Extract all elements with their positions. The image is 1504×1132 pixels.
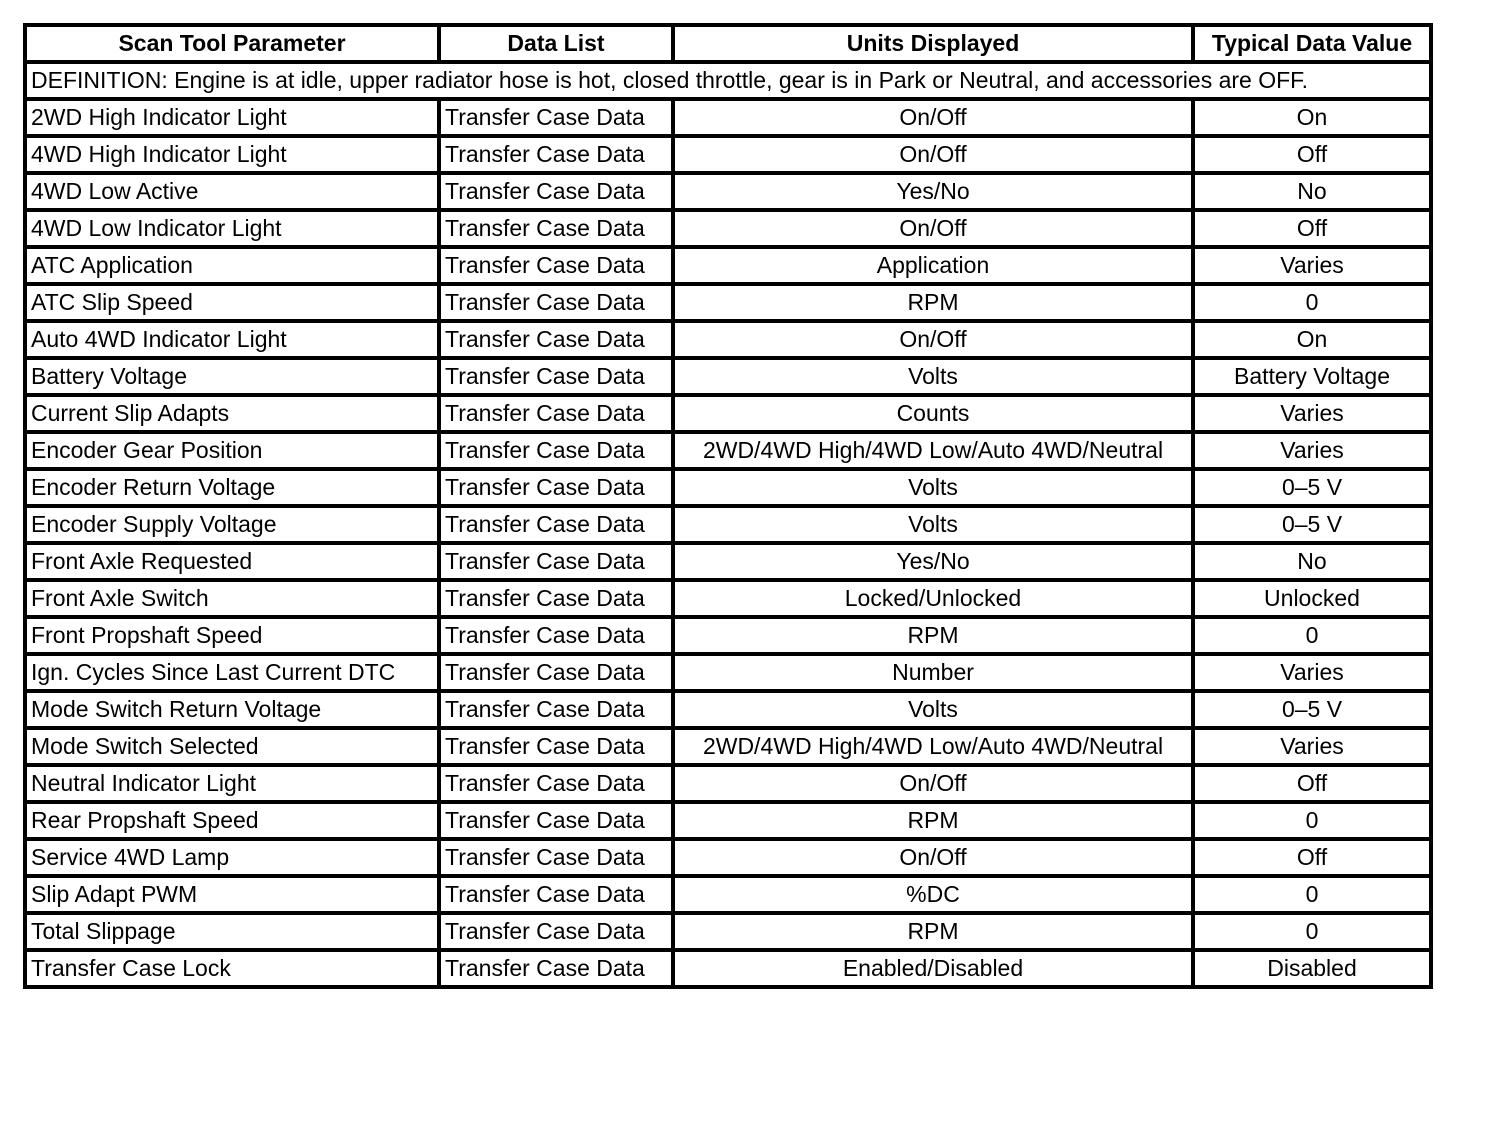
cell-data-list: Transfer Case Data [439, 173, 673, 210]
cell-data-list: Transfer Case Data [439, 765, 673, 802]
cell-units: On/Off [673, 99, 1193, 136]
cell-typical-value: 0 [1193, 284, 1431, 321]
cell-data-list: Transfer Case Data [439, 395, 673, 432]
table-row [25, 765, 1431, 802]
cell-units: Number [673, 654, 1193, 691]
header-units-displayed: Units Displayed [673, 25, 1193, 62]
cell-parameter: Rear Propshaft Speed [25, 802, 439, 839]
cell-units: Volts [673, 691, 1193, 728]
cell-units: 2WD/4WD High/4WD Low/Auto 4WD/Neutral [673, 728, 1193, 765]
cell-typical-value: 0–5 V [1193, 691, 1431, 728]
table-row [25, 543, 1431, 580]
cell-data-list: Transfer Case Data [439, 284, 673, 321]
scan-tool-data-table [23, 23, 1433, 989]
cell-data-list: Transfer Case Data [439, 876, 673, 913]
cell-typical-value: Off [1193, 136, 1431, 173]
cell-typical-value: Unlocked [1193, 580, 1431, 617]
cell-units: Counts [673, 395, 1193, 432]
cell-units: Locked/Unlocked [673, 580, 1193, 617]
cell-typical-value: On [1193, 99, 1431, 136]
table-row [25, 432, 1431, 469]
cell-parameter: Mode Switch Return Voltage [25, 691, 439, 728]
cell-parameter: Slip Adapt PWM [25, 876, 439, 913]
cell-parameter: 4WD Low Active [25, 173, 439, 210]
table-row [25, 247, 1431, 284]
cell-typical-value: Disabled [1193, 950, 1431, 987]
cell-parameter: Battery Voltage [25, 358, 439, 395]
table-row [25, 506, 1431, 543]
cell-data-list: Transfer Case Data [439, 469, 673, 506]
cell-data-list: Transfer Case Data [439, 580, 673, 617]
cell-typical-value: Battery Voltage [1193, 358, 1431, 395]
table-row [25, 469, 1431, 506]
cell-units: RPM [673, 617, 1193, 654]
table-row [25, 876, 1431, 913]
cell-data-list: Transfer Case Data [439, 506, 673, 543]
cell-units: On/Off [673, 765, 1193, 802]
cell-data-list: Transfer Case Data [439, 136, 673, 173]
table-row [25, 321, 1431, 358]
table-row [25, 580, 1431, 617]
cell-data-list: Transfer Case Data [439, 617, 673, 654]
cell-data-list: Transfer Case Data [439, 432, 673, 469]
table-row [25, 173, 1431, 210]
cell-parameter: Encoder Return Voltage [25, 469, 439, 506]
table-row [25, 284, 1431, 321]
cell-parameter: Front Axle Switch [25, 580, 439, 617]
header-typical-data-value: Typical Data Value [1193, 25, 1431, 62]
cell-typical-value: Varies [1193, 432, 1431, 469]
cell-parameter: ATC Application [25, 247, 439, 284]
cell-parameter: Total Slippage [25, 913, 439, 950]
table-row [25, 728, 1431, 765]
cell-parameter: Encoder Supply Voltage [25, 506, 439, 543]
cell-data-list: Transfer Case Data [439, 839, 673, 876]
cell-typical-value: 0–5 V [1193, 469, 1431, 506]
cell-parameter: Front Propshaft Speed [25, 617, 439, 654]
cell-parameter: Service 4WD Lamp [25, 839, 439, 876]
cell-data-list: Transfer Case Data [439, 654, 673, 691]
cell-typical-value: 0 [1193, 617, 1431, 654]
cell-typical-value: On [1193, 321, 1431, 358]
cell-parameter: ATC Slip Speed [25, 284, 439, 321]
table-row [25, 617, 1431, 654]
cell-parameter: Front Axle Requested [25, 543, 439, 580]
cell-units: Yes/No [673, 173, 1193, 210]
cell-units: Yes/No [673, 543, 1193, 580]
cell-parameter: Auto 4WD Indicator Light [25, 321, 439, 358]
cell-units: 2WD/4WD High/4WD Low/Auto 4WD/Neutral [673, 432, 1193, 469]
cell-parameter: Encoder Gear Position [25, 432, 439, 469]
cell-units: RPM [673, 913, 1193, 950]
cell-typical-value: 0 [1193, 913, 1431, 950]
table-row [25, 395, 1431, 432]
cell-parameter: Current Slip Adapts [25, 395, 439, 432]
table-row [25, 802, 1431, 839]
cell-units: On/Off [673, 839, 1193, 876]
table-row [25, 210, 1431, 247]
cell-typical-value: Varies [1193, 728, 1431, 765]
cell-units: On/Off [673, 210, 1193, 247]
cell-data-list: Transfer Case Data [439, 802, 673, 839]
cell-parameter: Neutral Indicator Light [25, 765, 439, 802]
table-row [25, 99, 1431, 136]
cell-data-list: Transfer Case Data [439, 543, 673, 580]
cell-typical-value: Varies [1193, 654, 1431, 691]
table-row [25, 654, 1431, 691]
cell-typical-value: 0 [1193, 876, 1431, 913]
definition-row [25, 62, 1431, 99]
cell-units: Volts [673, 506, 1193, 543]
cell-typical-value: No [1193, 543, 1431, 580]
cell-data-list: Transfer Case Data [439, 99, 673, 136]
cell-typical-value: No [1193, 173, 1431, 210]
cell-data-list: Transfer Case Data [439, 210, 673, 247]
cell-typical-value: 0–5 V [1193, 506, 1431, 543]
cell-units: RPM [673, 802, 1193, 839]
table-row [25, 136, 1431, 173]
cell-units: %DC [673, 876, 1193, 913]
cell-data-list: Transfer Case Data [439, 321, 673, 358]
cell-parameter: Mode Switch Selected [25, 728, 439, 765]
cell-typical-value: 0 [1193, 802, 1431, 839]
header-scan-tool-parameter: Scan Tool Parameter [25, 25, 439, 62]
table-row [25, 950, 1431, 987]
cell-data-list: Transfer Case Data [439, 691, 673, 728]
cell-parameter: Ign. Cycles Since Last Current DTC [25, 654, 439, 691]
definition-text: DEFINITION: Engine is at idle, upper radiator hose is hot, closed throttle, gear is in Park or Neutral, and accessories are OFF. [25, 62, 1431, 99]
cell-units: Enabled/Disabled [673, 950, 1193, 987]
cell-typical-value: Off [1193, 765, 1431, 802]
cell-typical-value: Varies [1193, 395, 1431, 432]
cell-data-list: Transfer Case Data [439, 247, 673, 284]
cell-parameter: 4WD Low Indicator Light [25, 210, 439, 247]
header-row [25, 25, 1431, 62]
cell-units: On/Off [673, 321, 1193, 358]
cell-units: Volts [673, 469, 1193, 506]
cell-parameter: 4WD High Indicator Light [25, 136, 439, 173]
cell-units: Application [673, 247, 1193, 284]
cell-parameter: Transfer Case Lock [25, 950, 439, 987]
cell-data-list: Transfer Case Data [439, 358, 673, 395]
cell-parameter: 2WD High Indicator Light [25, 99, 439, 136]
cell-typical-value: Off [1193, 210, 1431, 247]
table-row [25, 691, 1431, 728]
cell-units: Volts [673, 358, 1193, 395]
cell-data-list: Transfer Case Data [439, 728, 673, 765]
cell-typical-value: Varies [1193, 247, 1431, 284]
cell-data-list: Transfer Case Data [439, 913, 673, 950]
table-row [25, 839, 1431, 876]
cell-units: On/Off [673, 136, 1193, 173]
cell-typical-value: Off [1193, 839, 1431, 876]
table-row [25, 358, 1431, 395]
table-row [25, 913, 1431, 950]
header-data-list: Data List [439, 25, 673, 62]
cell-units: RPM [673, 284, 1193, 321]
cell-data-list: Transfer Case Data [439, 950, 673, 987]
